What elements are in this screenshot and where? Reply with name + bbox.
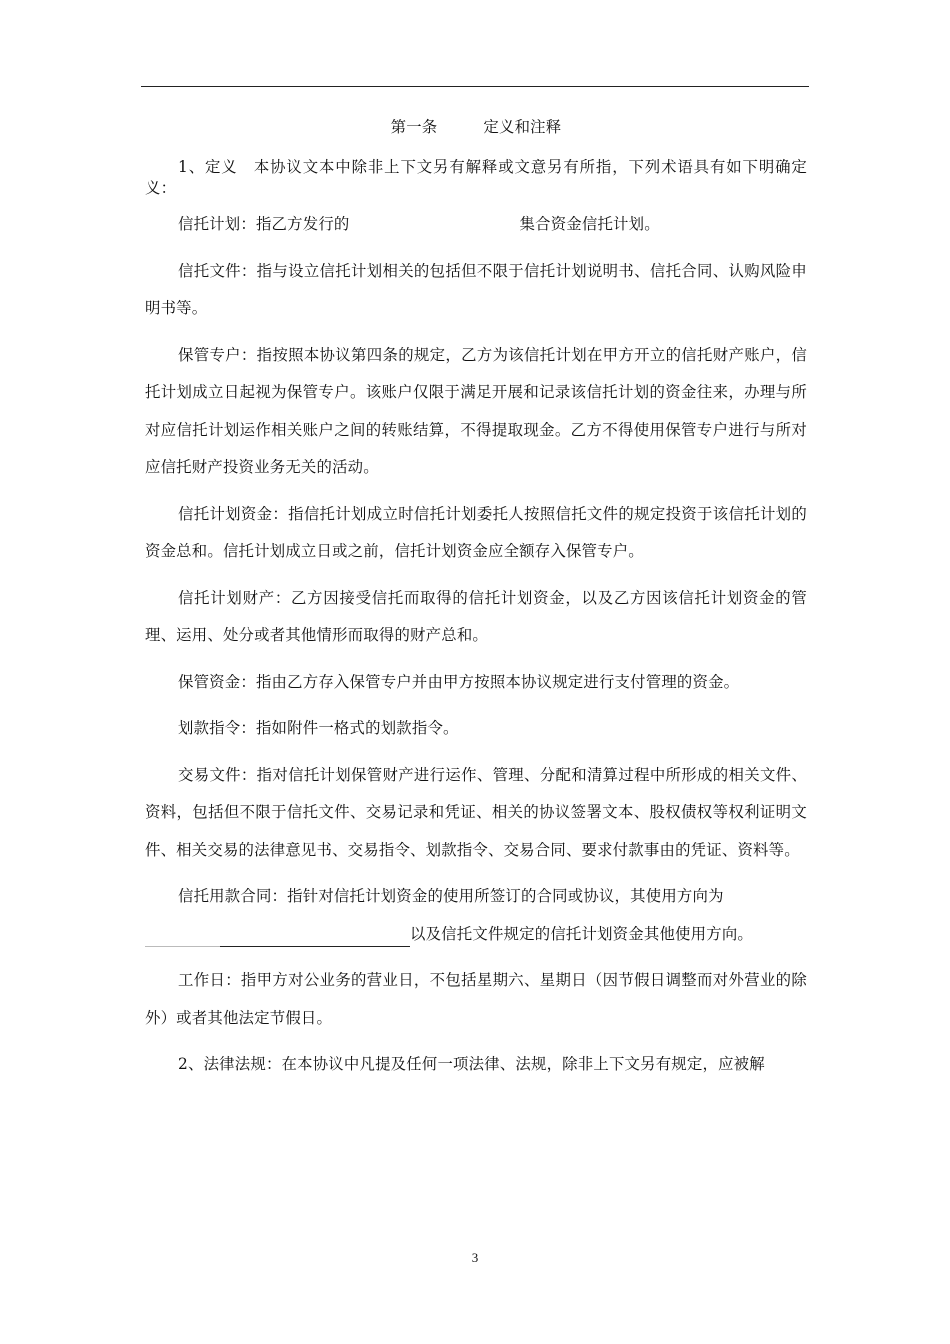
blank-line-light: [145, 946, 220, 947]
definition-trust-documents: [145, 253, 807, 328]
definition-transaction-documents: [145, 757, 807, 870]
term-text: ：指针对信托计划资金的使用所签订的合同或协议，其使用方向为: [271, 887, 724, 905]
term-label: 信托文件: [178, 261, 241, 280]
page-number: 3: [471, 1250, 479, 1265]
section-laws-regulations: 2、法律法规：在本协议中凡提及任何一项法律、法规，除非上下文另有规定，应被解: [178, 1055, 765, 1073]
article-number: 第一条: [390, 118, 438, 136]
term-text: ：指如附件一格式的划款指令。: [240, 719, 459, 737]
term-label: 保管专户: [178, 345, 241, 364]
definition-trust-plan: [145, 206, 807, 244]
term-text: ：指与设立信托计划相关的包括但不限于信托计划说明书、信托合同、认购风险申明书等。: [145, 261, 807, 317]
definition-payment-instruction: [145, 710, 807, 748]
term-text-continued: 以及信托文件规定的信托计划资金其他使用方向。: [410, 924, 753, 943]
term-label: 信托计划: [178, 215, 241, 233]
article-heading: [145, 112, 807, 142]
term-label: 信托计划财产: [178, 588, 275, 607]
document-body: [145, 112, 807, 1084]
term-text: ：乙方因接受信托而取得的信托计划资金，以及乙方因该信托计划资金的管理、运用、处分或者其他情形而取得的财产总和。: [145, 588, 807, 644]
term-text-continued: 集合资金信托计划。: [519, 215, 660, 233]
header-rule: [141, 86, 809, 87]
definition-trust-property: [145, 580, 807, 655]
term-label: 工作日: [178, 971, 226, 989]
definition-custody-account: [145, 337, 807, 487]
term-label: 信托用款合同: [178, 887, 272, 905]
term-label: 保管资金: [178, 672, 241, 691]
term-text: ：指由乙方存入保管专户并由甲方按照本协议规定进行支付管理的资金。: [240, 672, 740, 691]
definition-custody-funds: [145, 664, 807, 702]
term-label: 信托计划资金: [178, 504, 273, 523]
term-text: ：指对信托计划保管财产进行运作、管理、分配和清算过程中所形成的相关文件、资料，包括但不限于信托文件、交易记录和凭证、相关的协议签署文本、股权债权等权利证明文件、相关交易的法律意见书、交易指令、划款指令、交易合同、要求付款事由的凭证、资料等。: [145, 765, 807, 859]
definition-intro: 1、定义 本协议文本中除非上下文另有解释或文意另有所指，下列术语具有如下明确定义：: [145, 158, 807, 197]
term-label: 划款指令: [178, 719, 241, 737]
term-text: ：指乙方发行的: [240, 215, 350, 233]
article-title: 定义和注释: [483, 118, 562, 136]
definition-loan-contract: [145, 878, 807, 916]
term-text: ：指甲方对公业务的营业日，不包括星期六、星期日（因节假日调整而对外营业的除外）或者其他法定节假日。: [145, 971, 807, 1027]
term-text: ：指信托计划成立时信托计划委托人按照信托文件的规定投资于该信托计划的资金总和。信托计划成立日或之前，信托计划资金应全额存入保管专户。: [145, 504, 807, 560]
term-label: 交易文件: [178, 765, 241, 784]
loan-contract-blank-row: [145, 916, 807, 954]
blank-field: [350, 228, 520, 229]
term-text: ：指按照本协议第四条的规定，乙方为该信托计划在甲方开立的信托财产账户，信托计划成立日起视为保管专户。该账户仅限于满足开展和记录该信托计划的资金往来，办理与所对应信托计划运作相关账户之间的转账结算，不得提取现金。乙方不得使用保管专户进行与所对应信托财产投资业务无关的活动。: [145, 345, 807, 476]
definition-trust-funds: [145, 496, 807, 571]
blank-line: [220, 946, 410, 947]
definition-working-day: [145, 962, 807, 1037]
